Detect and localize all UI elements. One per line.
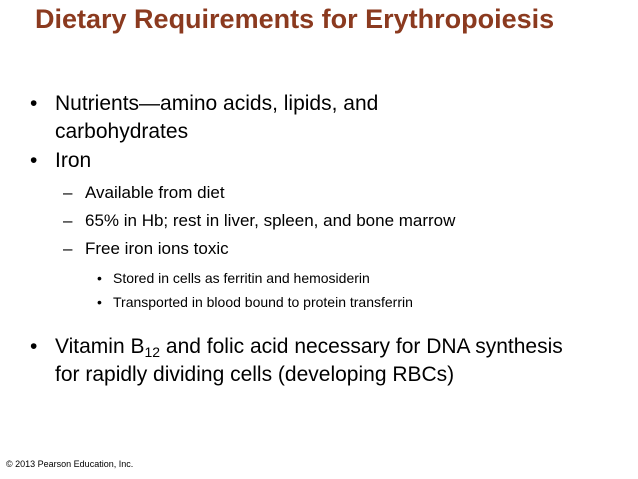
iron-subitem-text: Free iron ions toxic <box>85 239 229 258</box>
copyright-footer: © 2013 Pearson Education, Inc. <box>6 459 134 469</box>
bullet-icon: • <box>97 294 102 310</box>
vitamin-prefix: Vitamin B <box>55 335 145 358</box>
iron-subitem-text: 65% in Hb; rest in liver, spleen, and bone marrow <box>85 211 456 230</box>
bullet-iron <box>30 147 630 175</box>
iron-subitem-text: Available from diet <box>85 183 225 202</box>
vitamin-subscript: 12 <box>144 344 161 360</box>
bullet-nutrients <box>30 90 630 146</box>
iron-detail-text: Transported in blood bound to protein transferrin <box>113 294 413 310</box>
iron-detail-text: Stored in cells as ferritin and hemosiderin <box>113 270 370 286</box>
bullet-vitamin-text <box>55 333 585 389</box>
bullet-vitamin <box>30 333 630 417</box>
bullet-icon: • <box>30 149 38 172</box>
bullet-icon: • <box>97 270 102 286</box>
dash-icon: – <box>63 183 73 202</box>
dash-icon: – <box>63 239 73 258</box>
bullet-icon: • <box>30 92 38 115</box>
dash-icon: – <box>63 211 73 230</box>
bullet-icon: • <box>30 335 38 358</box>
bullet-nutrients-text: Nutrients—amino acids, lipids, and carbohydrates <box>55 92 379 143</box>
bullet-iron-text: Iron <box>55 149 92 172</box>
slide-title: Dietary Requirements for Erythropoiesis <box>35 4 555 34</box>
vitamin-suffix: and folic acid necessary for DNA synthesis for rapidly dividing cells (developing RBCs) <box>55 335 563 386</box>
